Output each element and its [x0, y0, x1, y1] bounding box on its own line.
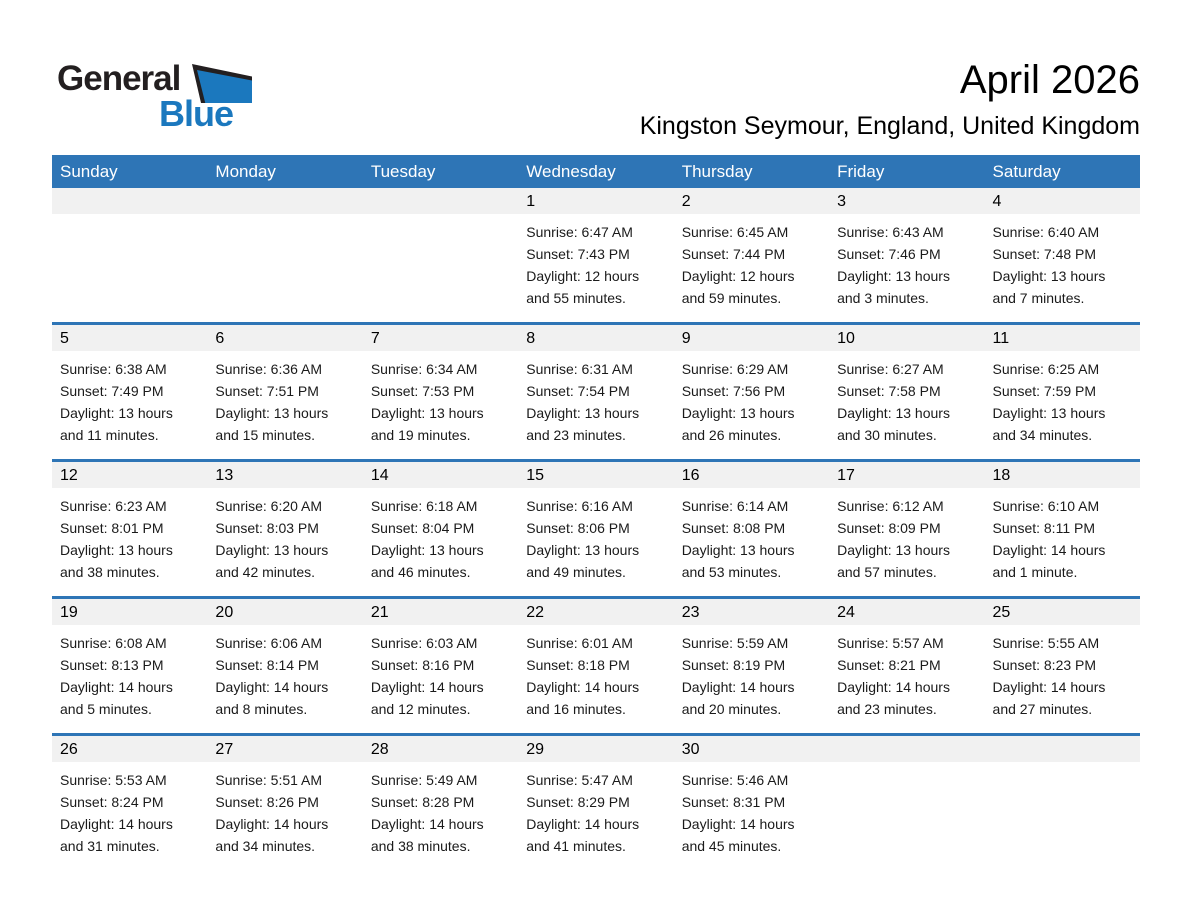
sunrise-text: Sunrise: 6:03 AM — [370, 635, 478, 651]
sunrise-text: Sunrise: 6:14 AM — [681, 498, 789, 514]
sunset-text: Sunset: 8:13 PM — [60, 657, 164, 673]
sunset-text: Sunset: 7:44 PM — [681, 246, 786, 262]
day-number: 2 — [674, 188, 829, 214]
logo-text-general: General — [57, 59, 181, 98]
day-info — [985, 625, 1140, 720]
day-info — [674, 762, 829, 857]
title-block — [640, 58, 1140, 141]
day-cell-16 — [674, 462, 829, 596]
day-info — [518, 488, 673, 583]
day-number — [363, 188, 518, 214]
empty-day-cell — [363, 188, 518, 322]
day-cell-13 — [207, 462, 362, 596]
day-number: 1 — [518, 188, 673, 214]
day-info — [363, 625, 518, 720]
daylight-text-line1: Daylight: 14 hours — [837, 679, 950, 695]
daylight-text-line2: and 11 minutes. — [60, 427, 159, 443]
daylight-text-line2: and 16 minutes. — [526, 701, 626, 717]
day-info — [829, 762, 984, 769]
day-info — [518, 762, 673, 857]
day-info — [985, 762, 1140, 769]
day-cell-29 — [518, 736, 673, 870]
day-number: 11 — [985, 325, 1140, 351]
day-info — [829, 625, 984, 720]
day-info — [52, 351, 207, 446]
daylight-text-line1: Daylight: 13 hours — [370, 405, 484, 421]
day-number: 14 — [363, 462, 518, 488]
day-info — [363, 351, 518, 446]
day-info — [207, 214, 362, 221]
sunset-text: Sunset: 8:28 PM — [370, 794, 475, 810]
sunset-text: Sunset: 7:59 PM — [992, 383, 1097, 399]
daylight-text-line1: Daylight: 14 hours — [370, 816, 484, 832]
daylight-text-line1: Daylight: 13 hours — [837, 542, 950, 558]
daylight-text-line2: and 20 minutes. — [681, 701, 782, 717]
daylight-text-line2: and 3 minutes. — [837, 290, 929, 306]
daylight-text-line2: and 31 minutes. — [60, 838, 160, 854]
sunrise-text: Sunrise: 5:59 AM — [681, 635, 789, 651]
sunrise-text: Sunrise: 6:10 AM — [992, 498, 1100, 514]
day-info — [207, 625, 362, 720]
day-number: 4 — [985, 188, 1140, 214]
daylight-text-line2: and 27 minutes. — [992, 701, 1093, 717]
day-number — [985, 736, 1140, 762]
day-info — [829, 351, 984, 446]
day-cell-20 — [207, 599, 362, 733]
day-cell-25 — [985, 599, 1140, 733]
weeks-container — [52, 188, 1140, 870]
day-info — [518, 214, 673, 309]
sunrise-text: Sunrise: 6:36 AM — [215, 361, 323, 377]
day-info — [207, 351, 362, 446]
day-number: 15 — [518, 462, 673, 488]
day-number: 26 — [52, 736, 207, 762]
day-info — [52, 762, 207, 857]
sunset-text: Sunset: 8:19 PM — [681, 657, 786, 673]
sunrise-text: Sunrise: 5:47 AM — [526, 772, 633, 788]
weekday-header-monday: Monday — [215, 162, 276, 181]
daylight-text-line2: and 26 minutes. — [681, 427, 782, 443]
sunset-text: Sunset: 8:08 PM — [681, 520, 786, 536]
daylight-text-line1: Daylight: 14 hours — [370, 679, 484, 695]
sunset-text: Sunset: 8:29 PM — [526, 794, 630, 810]
sunrise-text: Sunrise: 6:38 AM — [60, 361, 167, 377]
daylight-text-line2: and 30 minutes. — [837, 427, 937, 443]
sunset-text: Sunset: 8:09 PM — [837, 520, 941, 536]
daylight-text-line1: Daylight: 13 hours — [215, 405, 329, 421]
day-info — [985, 488, 1140, 583]
day-cell-15 — [518, 462, 673, 596]
daylight-text-line1: Daylight: 14 hours — [60, 679, 173, 695]
week-row — [52, 322, 1140, 459]
day-number: 28 — [363, 736, 518, 762]
day-cell-28 — [363, 736, 518, 870]
day-info — [985, 214, 1140, 309]
sunset-text: Sunset: 8:31 PM — [681, 794, 786, 810]
daylight-text-line2: and 46 minutes. — [370, 564, 471, 580]
day-cell-4 — [985, 188, 1140, 322]
daylight-text-line1: Daylight: 13 hours — [992, 268, 1106, 284]
daylight-text-line1: Daylight: 14 hours — [681, 679, 795, 695]
daylight-text-line1: Daylight: 14 hours — [215, 816, 329, 832]
sunrise-text: Sunrise: 6:31 AM — [526, 361, 633, 377]
day-number: 8 — [518, 325, 673, 351]
day-number: 23 — [674, 599, 829, 625]
daylight-text-line1: Daylight: 14 hours — [992, 679, 1106, 695]
daylight-text-line1: Daylight: 14 hours — [215, 679, 329, 695]
day-number: 9 — [674, 325, 829, 351]
day-number: 21 — [363, 599, 518, 625]
day-number: 5 — [52, 325, 207, 351]
sunset-text: Sunset: 8:03 PM — [215, 520, 319, 536]
day-cell-19 — [52, 599, 207, 733]
weekday-header-thursday: Thursday — [681, 162, 753, 181]
daylight-text-line1: Daylight: 14 hours — [992, 542, 1106, 558]
day-info — [674, 488, 829, 583]
daylight-text-line2: and 53 minutes. — [681, 564, 782, 580]
weekday-header-row — [52, 155, 1140, 188]
calendar-table — [52, 155, 1140, 870]
sunset-text: Sunset: 8:18 PM — [526, 657, 630, 673]
day-number — [829, 736, 984, 762]
daylight-text-line2: and 59 minutes. — [681, 290, 782, 306]
daylight-text-line2: and 57 minutes. — [837, 564, 937, 580]
day-number: 7 — [363, 325, 518, 351]
sunrise-text: Sunrise: 6:16 AM — [526, 498, 633, 514]
day-cell-26 — [52, 736, 207, 870]
sunset-text: Sunset: 8:16 PM — [370, 657, 475, 673]
sunrise-text: Sunrise: 6:25 AM — [992, 361, 1100, 377]
day-info — [363, 762, 518, 857]
day-number: 29 — [518, 736, 673, 762]
day-number: 30 — [674, 736, 829, 762]
day-number: 27 — [207, 736, 362, 762]
sunrise-text: Sunrise: 6:47 AM — [526, 224, 633, 240]
day-number: 12 — [52, 462, 207, 488]
day-number: 18 — [985, 462, 1140, 488]
daylight-text-line2: and 41 minutes. — [526, 838, 626, 854]
week-row — [52, 459, 1140, 596]
daylight-text-line1: Daylight: 13 hours — [60, 405, 173, 421]
day-number: 6 — [207, 325, 362, 351]
empty-day-cell — [829, 736, 984, 870]
daylight-text-line2: and 7 minutes. — [992, 290, 1085, 306]
sunset-text: Sunset: 8:04 PM — [370, 520, 475, 536]
daylight-text-line1: Daylight: 13 hours — [681, 405, 795, 421]
sunset-text: Sunset: 8:11 PM — [992, 520, 1095, 536]
sunrise-text: Sunrise: 6:43 AM — [837, 224, 944, 240]
day-info — [674, 351, 829, 446]
day-info — [52, 625, 207, 720]
day-cell-8 — [518, 325, 673, 459]
day-cell-18 — [985, 462, 1140, 596]
day-number: 24 — [829, 599, 984, 625]
sunset-text: Sunset: 7:51 PM — [215, 383, 319, 399]
daylight-text-line2: and 15 minutes. — [215, 427, 316, 443]
daylight-text-line2: and 19 minutes. — [370, 427, 471, 443]
day-cell-27 — [207, 736, 362, 870]
sunset-text: Sunset: 7:54 PM — [526, 383, 630, 399]
daylight-text-line2: and 8 minutes. — [215, 701, 308, 717]
daylight-text-line1: Daylight: 14 hours — [526, 679, 640, 695]
day-info — [674, 625, 829, 720]
daylight-text-line2: and 12 minutes. — [370, 701, 471, 717]
daylight-text-line1: Daylight: 13 hours — [837, 405, 950, 421]
week-row — [52, 733, 1140, 870]
daylight-text-line1: Daylight: 14 hours — [60, 816, 173, 832]
sunset-text: Sunset: 8:23 PM — [992, 657, 1097, 673]
day-number — [207, 188, 362, 214]
sunrise-text: Sunrise: 6:40 AM — [992, 224, 1100, 240]
sunrise-text: Sunrise: 5:53 AM — [60, 772, 167, 788]
day-info — [518, 351, 673, 446]
sunset-text: Sunset: 8:21 PM — [837, 657, 941, 673]
sunrise-text: Sunrise: 5:57 AM — [837, 635, 944, 651]
day-info — [674, 214, 829, 309]
sunset-text: Sunset: 8:24 PM — [60, 794, 164, 810]
daylight-text-line1: Daylight: 12 hours — [526, 268, 640, 284]
daylight-text-line2: and 38 minutes. — [370, 838, 471, 854]
daylight-text-line2: and 42 minutes. — [215, 564, 316, 580]
daylight-text-line2: and 5 minutes. — [60, 701, 152, 717]
weekday-header-saturday: Saturday — [992, 162, 1061, 181]
sunset-text: Sunset: 7:58 PM — [837, 383, 941, 399]
day-cell-1 — [518, 188, 673, 322]
daylight-text-line1: Daylight: 13 hours — [837, 268, 950, 284]
sunrise-text: Sunrise: 6:08 AM — [60, 635, 167, 651]
sunrise-text: Sunrise: 6:01 AM — [526, 635, 633, 651]
day-cell-17 — [829, 462, 984, 596]
sunrise-text: Sunrise: 6:06 AM — [215, 635, 323, 651]
sunset-text: Sunset: 7:49 PM — [60, 383, 164, 399]
weekday-header-wednesday: Wednesday — [526, 162, 616, 181]
day-cell-12 — [52, 462, 207, 596]
sunset-text: Sunset: 7:56 PM — [681, 383, 786, 399]
day-number: 3 — [829, 188, 984, 214]
empty-day-cell — [985, 736, 1140, 870]
sunrise-text: Sunrise: 6:12 AM — [837, 498, 944, 514]
day-cell-14 — [363, 462, 518, 596]
day-cell-9 — [674, 325, 829, 459]
day-number: 16 — [674, 462, 829, 488]
day-cell-24 — [829, 599, 984, 733]
daylight-text-line2: and 23 minutes. — [837, 701, 937, 717]
day-cell-23 — [674, 599, 829, 733]
day-cell-21 — [363, 599, 518, 733]
day-cell-30 — [674, 736, 829, 870]
sunset-text: Sunset: 8:14 PM — [215, 657, 319, 673]
day-info — [363, 488, 518, 583]
sunrise-text: Sunrise: 6:34 AM — [370, 361, 478, 377]
day-number: 10 — [829, 325, 984, 351]
empty-day-cell — [207, 188, 362, 322]
daylight-text-line1: Daylight: 13 hours — [681, 542, 795, 558]
sunset-text: Sunset: 8:01 PM — [60, 520, 164, 536]
daylight-text-line2: and 38 minutes. — [60, 564, 160, 580]
daylight-text-line1: Daylight: 13 hours — [992, 405, 1106, 421]
sunrise-text: Sunrise: 5:55 AM — [992, 635, 1100, 651]
daylight-text-line1: Daylight: 13 hours — [370, 542, 484, 558]
daylight-text-line1: Daylight: 13 hours — [60, 542, 173, 558]
daylight-text-line1: Daylight: 14 hours — [681, 816, 795, 832]
day-number: 17 — [829, 462, 984, 488]
day-info — [52, 214, 207, 221]
daylight-text-line2: and 55 minutes. — [526, 290, 626, 306]
daylight-text-line2: and 45 minutes. — [681, 838, 782, 854]
week-row — [52, 188, 1140, 322]
sunrise-text: Sunrise: 6:23 AM — [60, 498, 167, 514]
sunrise-text: Sunrise: 6:29 AM — [681, 361, 789, 377]
sunset-text: Sunset: 8:26 PM — [215, 794, 319, 810]
sunset-text: Sunset: 7:46 PM — [837, 246, 941, 262]
month-title: April 2026 — [959, 58, 1140, 102]
sunset-text: Sunset: 7:43 PM — [526, 246, 630, 262]
daylight-text-line2: and 34 minutes. — [992, 427, 1093, 443]
day-info — [207, 762, 362, 857]
daylight-text-line2: and 49 minutes. — [526, 564, 626, 580]
daylight-text-line1: Daylight: 13 hours — [526, 542, 640, 558]
sunrise-text: Sunrise: 6:20 AM — [215, 498, 323, 514]
day-number: 25 — [985, 599, 1140, 625]
day-info — [518, 625, 673, 720]
daylight-text-line1: Daylight: 14 hours — [526, 816, 640, 832]
daylight-text-line1: Daylight: 12 hours — [681, 268, 795, 284]
day-info — [829, 488, 984, 583]
weekday-header-tuesday: Tuesday — [370, 162, 436, 181]
sunset-text: Sunset: 7:53 PM — [370, 383, 475, 399]
sunrise-text: Sunrise: 6:45 AM — [681, 224, 789, 240]
daylight-text-line1: Daylight: 13 hours — [526, 405, 640, 421]
sunrise-text: Sunrise: 6:18 AM — [370, 498, 478, 514]
day-cell-10 — [829, 325, 984, 459]
daylight-text-line1: Daylight: 13 hours — [215, 542, 329, 558]
day-cell-5 — [52, 325, 207, 459]
empty-day-cell — [52, 188, 207, 322]
day-cell-7 — [363, 325, 518, 459]
day-cell-3 — [829, 188, 984, 322]
daylight-text-line2: and 34 minutes. — [215, 838, 316, 854]
day-info — [363, 214, 518, 221]
day-info — [207, 488, 362, 583]
day-info — [52, 488, 207, 583]
sunrise-text: Sunrise: 5:51 AM — [215, 772, 323, 788]
day-cell-6 — [207, 325, 362, 459]
week-row — [52, 596, 1140, 733]
daylight-text-line2: and 23 minutes. — [526, 427, 626, 443]
sunset-text: Sunset: 7:48 PM — [992, 246, 1097, 262]
weekday-header-sunday: Sunday — [60, 162, 118, 181]
sunset-text: Sunset: 8:06 PM — [526, 520, 630, 536]
sunrise-text: Sunrise: 5:49 AM — [370, 772, 478, 788]
day-cell-2 — [674, 188, 829, 322]
daylight-text-line2: and 1 minute. — [992, 564, 1078, 580]
day-cell-11 — [985, 325, 1140, 459]
logo-text-blue: Blue — [159, 93, 234, 134]
day-number: 22 — [518, 599, 673, 625]
day-number — [52, 188, 207, 214]
sunrise-text: Sunrise: 5:46 AM — [681, 772, 789, 788]
day-cell-22 — [518, 599, 673, 733]
day-info — [829, 214, 984, 309]
day-number: 19 — [52, 599, 207, 625]
day-number: 13 — [207, 462, 362, 488]
day-number: 20 — [207, 599, 362, 625]
day-info — [985, 351, 1140, 446]
weekday-header-friday: Friday — [837, 162, 885, 181]
sunrise-text: Sunrise: 6:27 AM — [837, 361, 944, 377]
general-blue-logo — [57, 57, 267, 147]
location-subtitle: Kingston Seymour, England, United Kingdom — [639, 112, 1140, 140]
